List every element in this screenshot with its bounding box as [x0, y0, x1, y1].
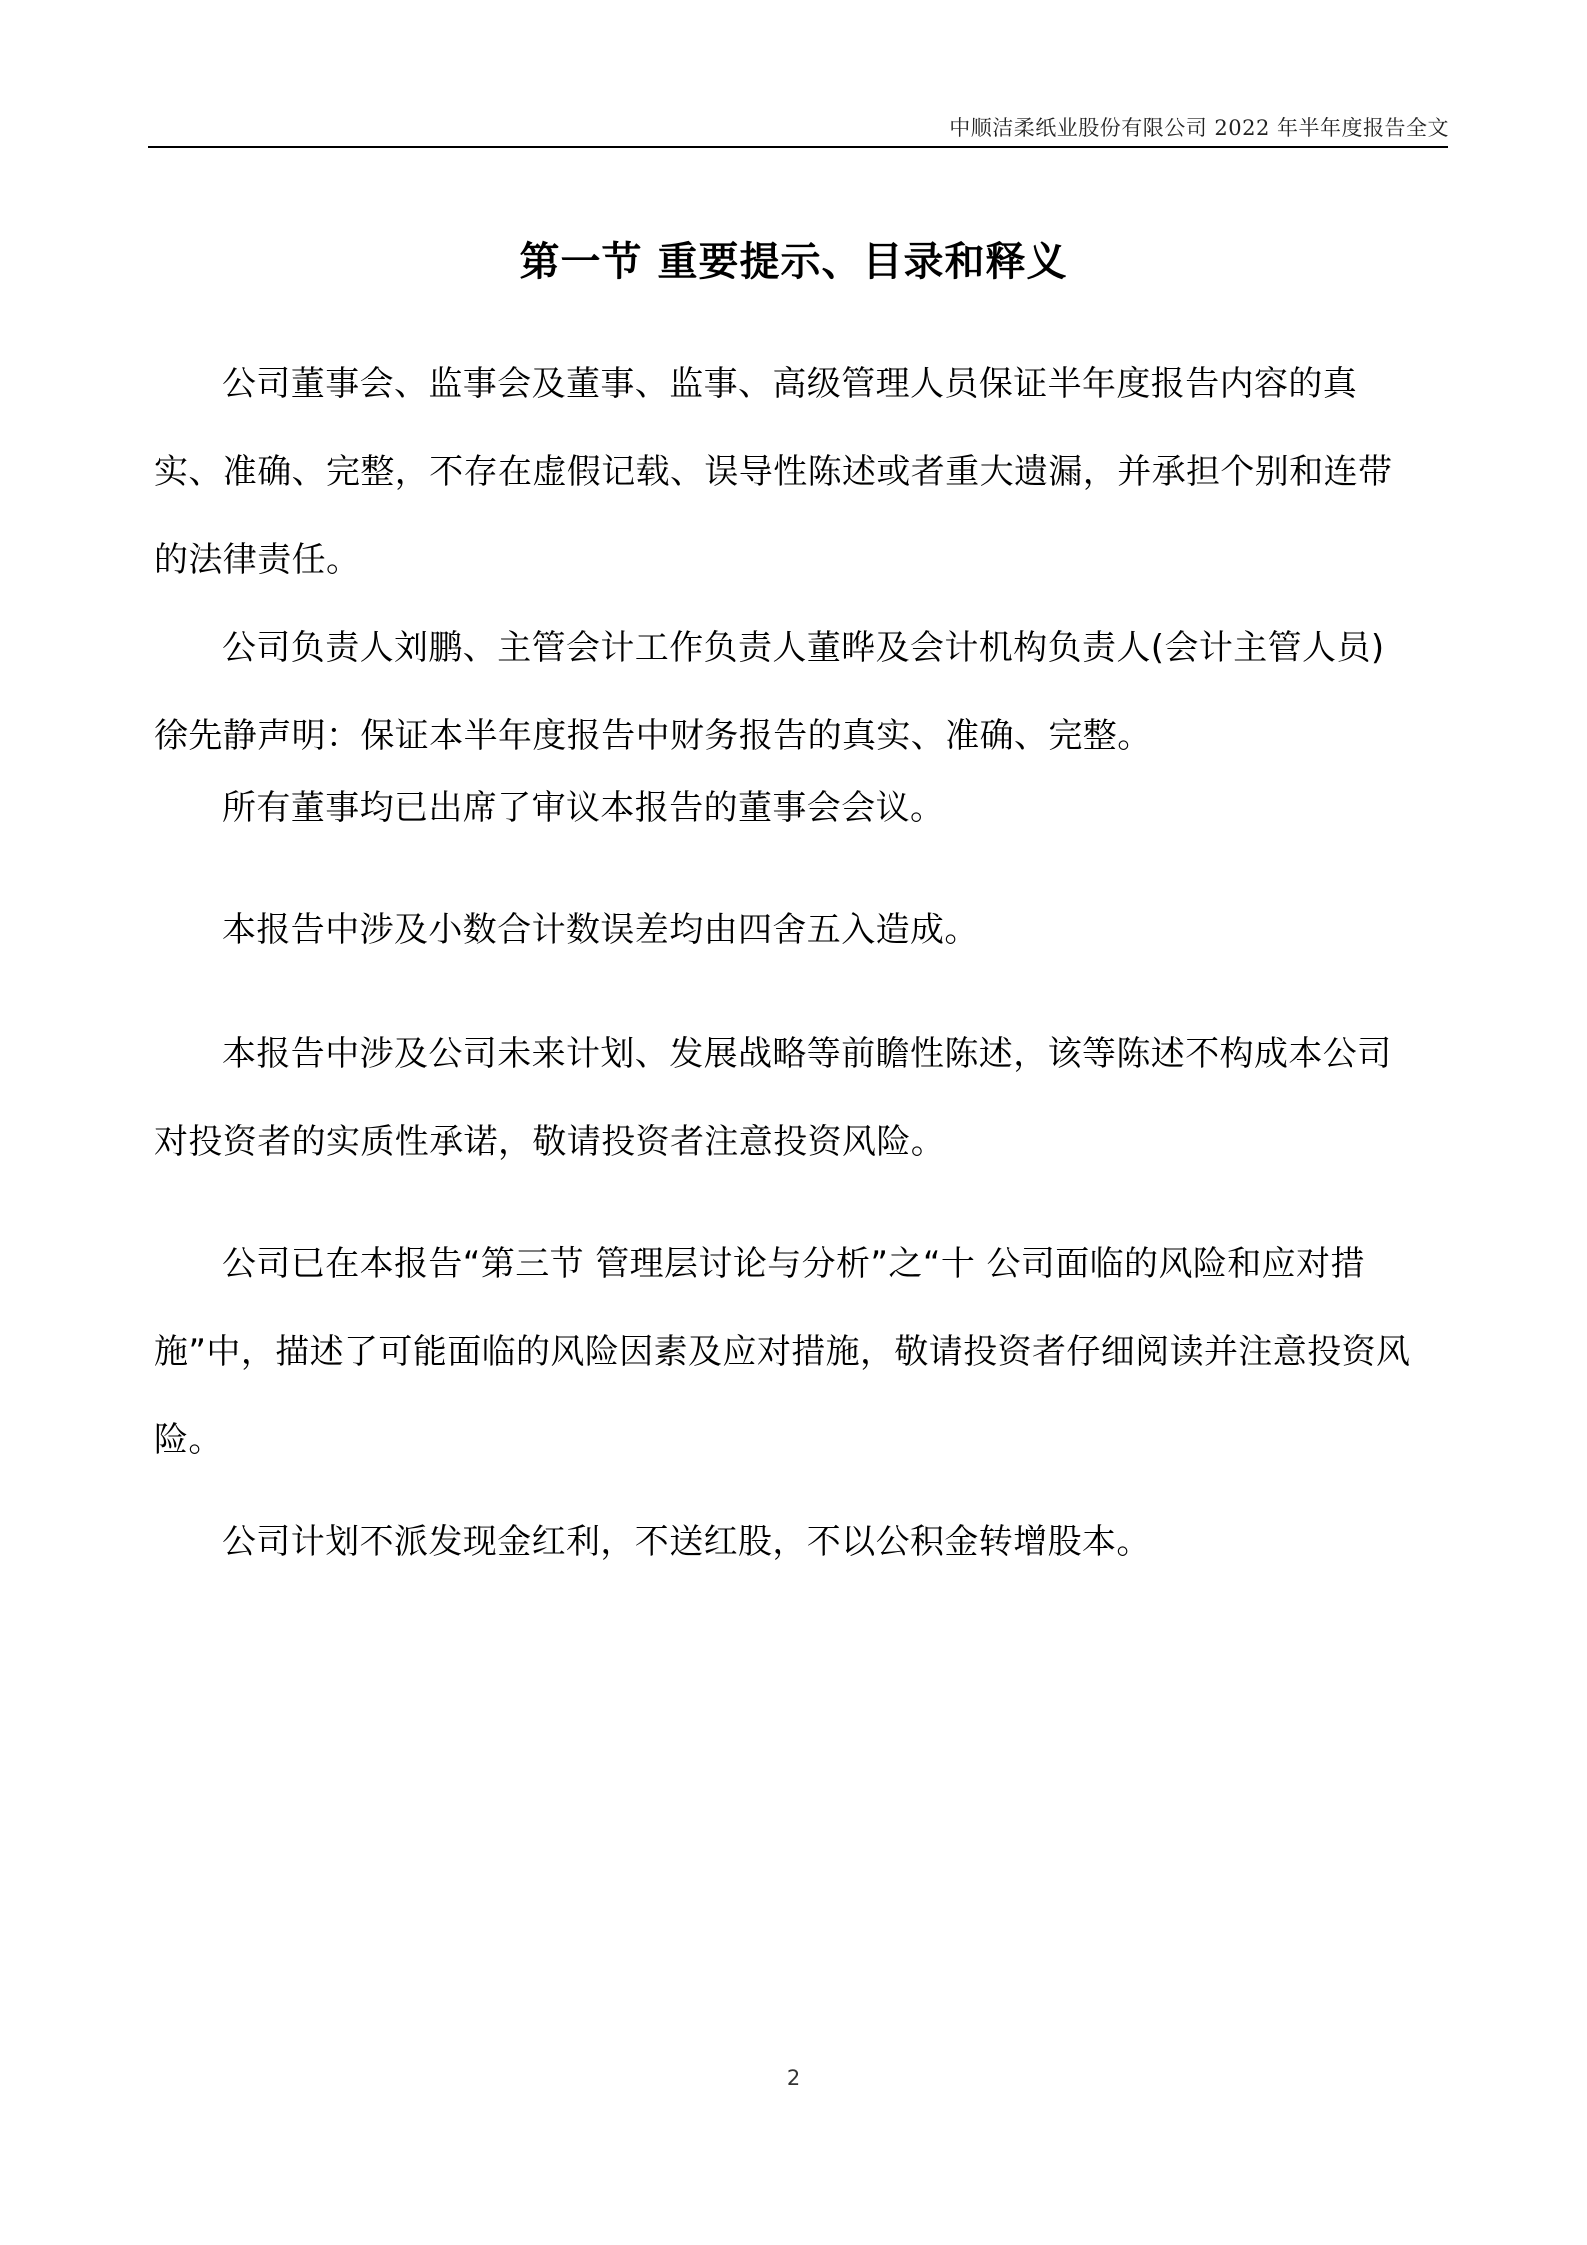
- paragraph-directors-attendance: 所有董事均已出席了审议本报告的董事会会议。: [222, 788, 945, 828]
- paragraph-board-guarantee: 公司董事会、监事会及董事、监事、高级管理人员保证半年度报告内容的真实、准确、完整，不存在虚假记载、误导性陈述或者重大遗漏，并承担个别和连带的法律责任。: [154, 364, 1393, 580]
- paragraph-forward-looking-statement: 本报告中涉及公司未来计划、发展战略等前瞻性陈述，该等陈述不构成本公司对投资者的实质性承诺，敬请投资者注意投资风险。: [154, 1034, 1392, 1162]
- page-number: 2: [786, 2066, 801, 2090]
- header-divider: [148, 146, 1448, 148]
- paragraph-dividend-plan: 公司计划不派发现金红利，不送红股，不以公积金转增股本。: [222, 1522, 1151, 1562]
- section-title: 第一节 重要提示、目录和释义: [519, 239, 1068, 285]
- paragraph-rounding-note: 本报告中涉及小数合计数误差均由四舍五入造成。: [222, 910, 979, 950]
- paragraph-responsible-persons-statement: 公司负责人刘鹏、主管会计工作负责人董晔及会计机构负责人(会计主管人员)徐先静声明：保证本半年度报告中财务报告的真实、准确、完整。: [154, 628, 1385, 756]
- paragraph-risk-reference: 公司已在本报告“第三节 管理层讨论与分析”之“十 公司面临的风险和应对措施”中，描述了可能面临的风险因素及应对措施，敬请投资者仔细阅读并注意投资风险。: [154, 1244, 1411, 1460]
- page-header-title: 中顺洁柔纸业股份有限公司 2022 年半年度报告全文: [949, 116, 1449, 140]
